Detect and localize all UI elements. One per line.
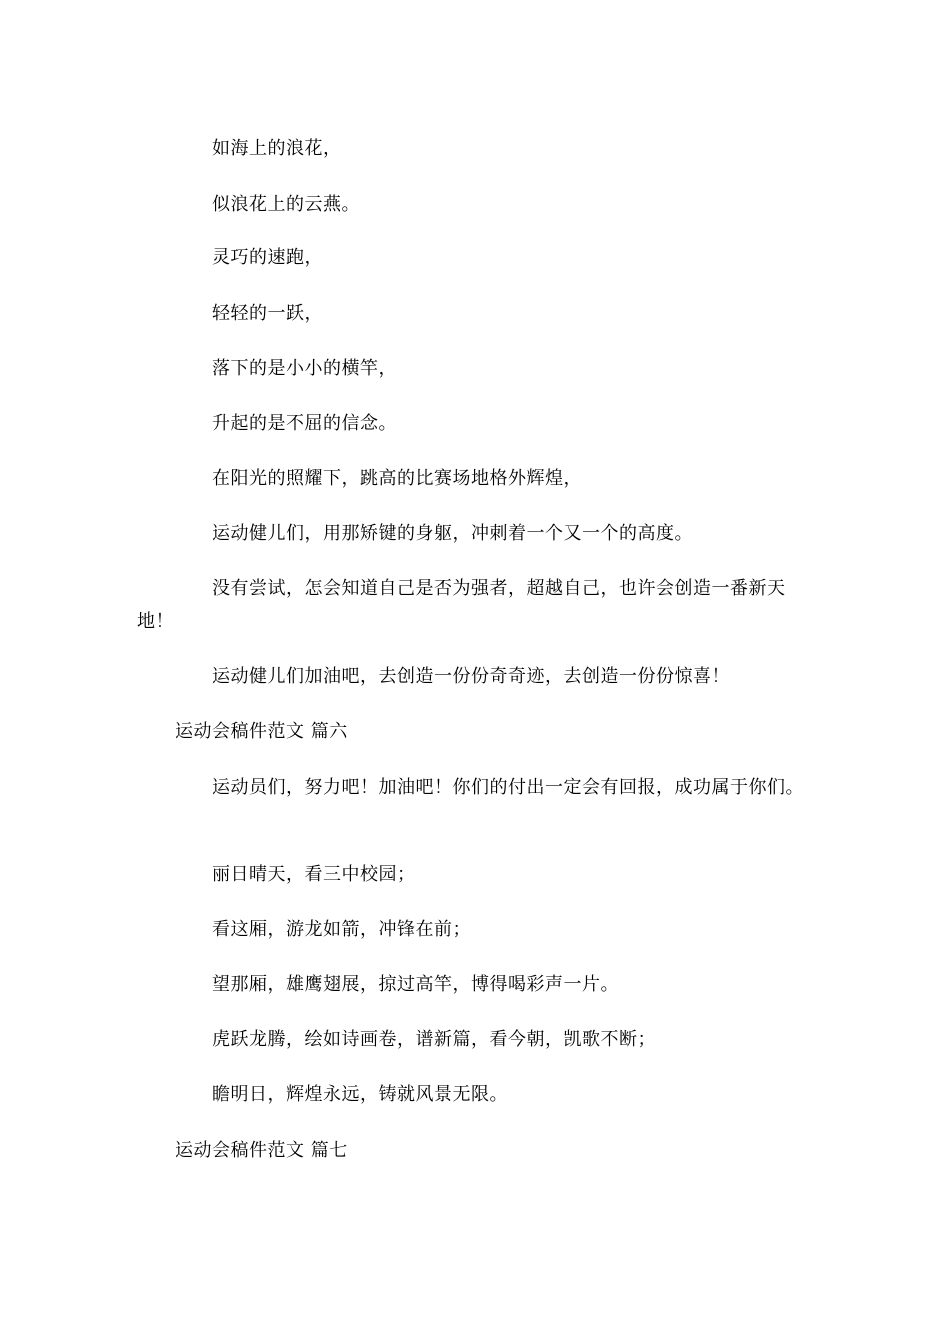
poem-line: 似浪花上的云燕。 [212,194,360,215]
poem-line: 运动健儿们，用那矫键的身躯，冲刺着一个又一个的高度。 [212,523,693,544]
poem-line: 如海上的浪花， [212,138,342,159]
poem-line: 虎跃龙腾，绘如诗画卷，谱新篇，看今朝，凯歌不断； [212,1029,656,1050]
paragraph: 运动健儿们加油吧，去创造一份份奇奇迹，去创造一份份惊喜！ [212,666,730,687]
poem-line: 落下的是小小的横竿， [212,358,397,379]
poem-line: 丽日晴天，看三中校园； [212,864,416,885]
paragraph-line-continued: 地！ [137,611,174,632]
poem-line: 灵巧的速跑， [212,247,323,268]
section-heading-6: 运动会稿件范文 篇六 [175,721,348,742]
poem-line: 轻轻的一跃， [212,303,323,324]
paragraph-line: 没有尝试，怎会知道自己是否为强者，超越自己，也许会创造一番新天 [212,578,786,599]
poem-line: 瞻明日，辉煌永远，铸就风景无限。 [212,1084,508,1105]
poem-line: 升起的是不屈的信念。 [212,413,397,434]
paragraph: 运动员们，努力吧！加油吧！你们的付出一定会有回报，成功属于你们。 [212,777,804,798]
poem-line: 在阳光的照耀下，跳高的比赛场地格外辉煌， [212,468,582,489]
section-heading-7: 运动会稿件范文 篇七 [175,1140,348,1161]
poem-line: 看这厢，游龙如箭，冲锋在前； [212,919,471,940]
poem-line: 望那厢，雄鹰翅展，掠过高竿，博得喝彩声一片。 [212,974,619,995]
